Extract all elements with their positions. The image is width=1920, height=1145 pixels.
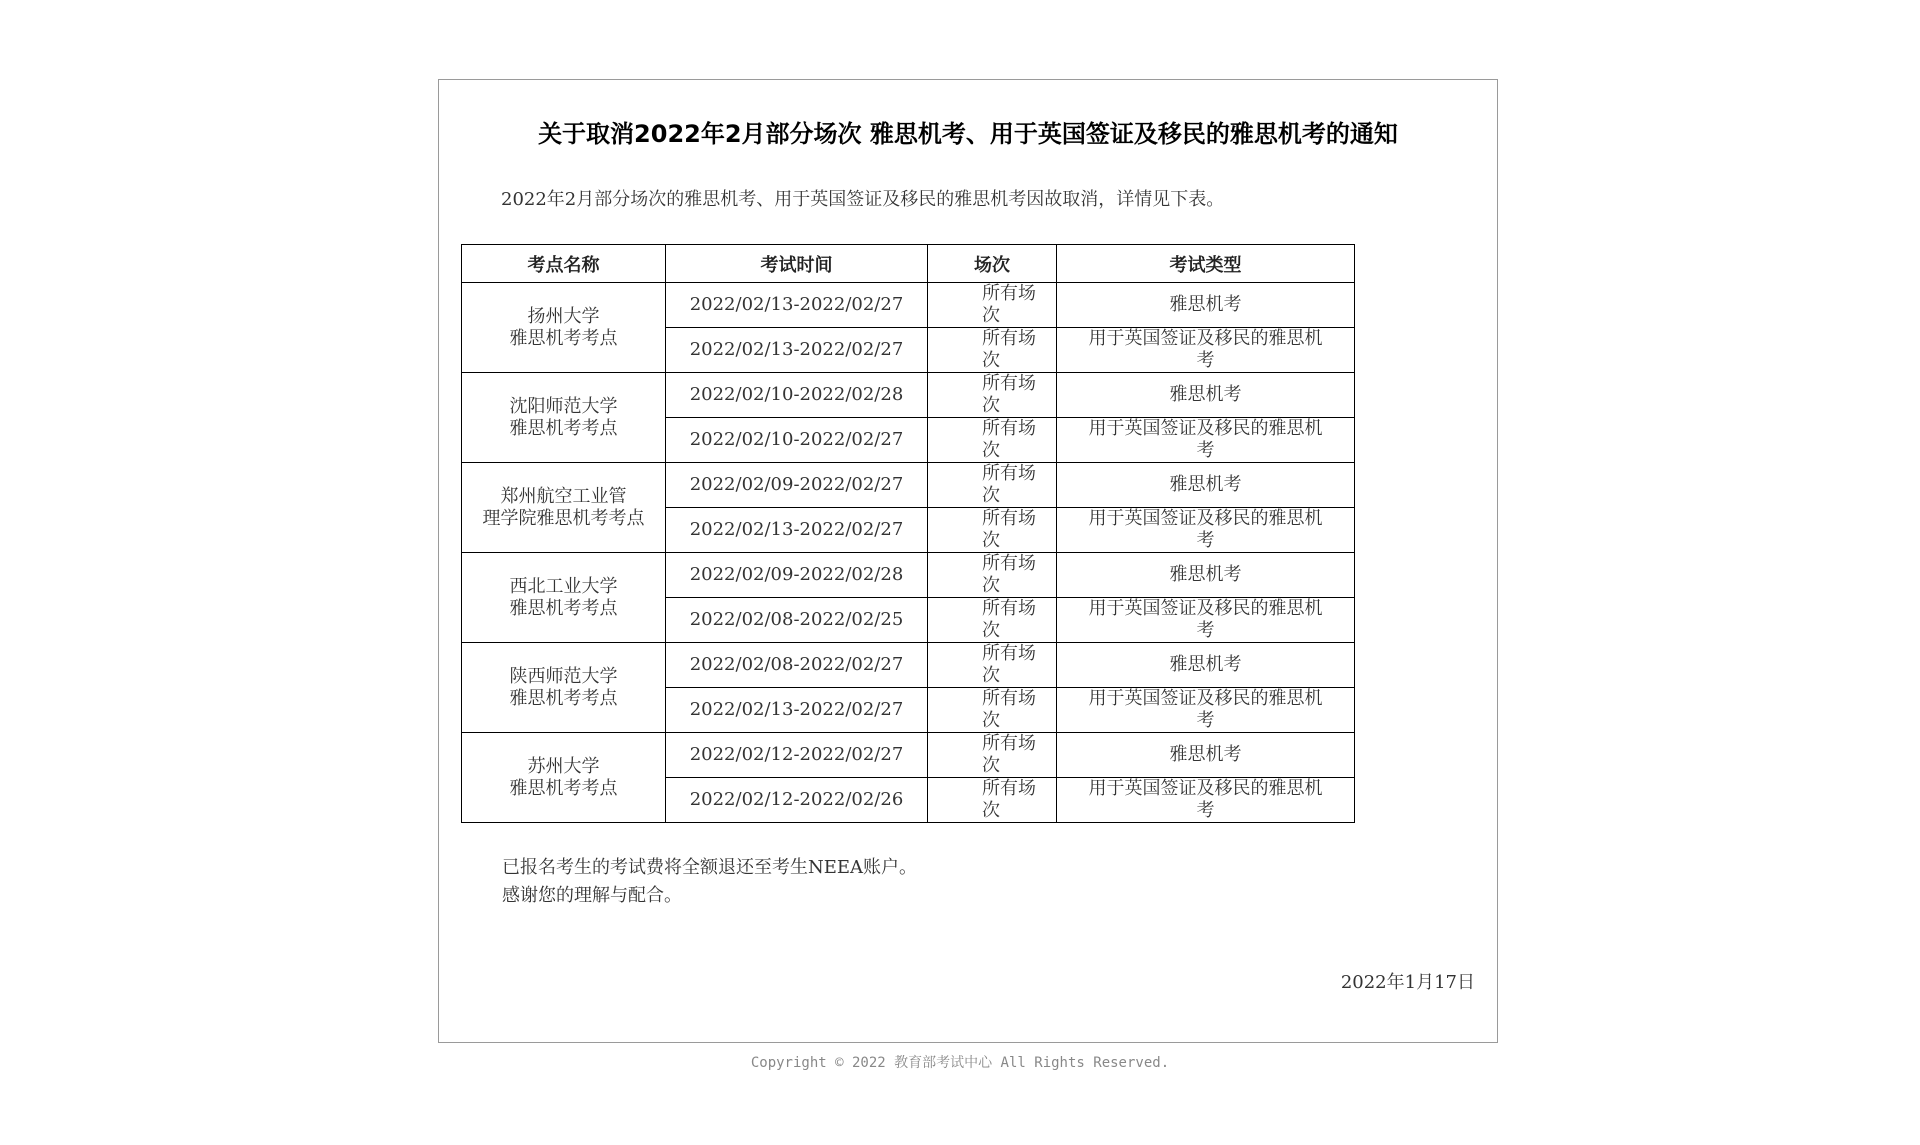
session-text: 所有场次	[982, 463, 1036, 506]
session-cell	[928, 283, 1057, 328]
exam-time-cell: 2022/02/10-2022/02/28	[666, 373, 928, 418]
exam-type-cell	[1057, 373, 1355, 418]
notice-date: 2022年1月17日	[1340, 972, 1475, 993]
session-cell	[928, 508, 1057, 553]
exam-time-cell: 2022/02/08-2022/02/25	[666, 598, 928, 643]
site-name-line: 苏州大学	[527, 755, 600, 777]
site-name-line: 雅思机考考点	[509, 417, 618, 439]
exam-type-cell	[1057, 328, 1355, 373]
session-cell	[928, 643, 1057, 688]
exam-type-text: 雅思机考	[1169, 384, 1242, 405]
site-name-cell	[462, 733, 666, 823]
refund-note: 已报名考生的考试费将全额退还至考生NEEA账户。	[502, 857, 918, 878]
session-text: 所有场次	[982, 508, 1036, 551]
site-name-line: 雅思机考考点	[509, 597, 618, 619]
header-time: 考试时间	[666, 245, 928, 283]
session-cell	[928, 598, 1057, 643]
exam-time-cell: 2022/02/12-2022/02/27	[666, 733, 928, 778]
header-session: 场次	[928, 245, 1057, 283]
exam-type-cell	[1057, 463, 1355, 508]
site-name-cell	[462, 373, 666, 463]
site-name-cell	[462, 553, 666, 643]
site-name-line: 雅思机考考点	[509, 687, 618, 709]
session-text: 所有场次	[982, 598, 1036, 641]
session-cell	[928, 373, 1057, 418]
exam-type-text: 用于英国签证及移民的雅思机考	[1088, 418, 1323, 461]
session-cell	[928, 418, 1057, 463]
exam-type-text: 雅思机考	[1169, 474, 1242, 495]
table-row	[462, 553, 1355, 598]
exam-type-cell	[1057, 733, 1355, 778]
session-cell	[928, 688, 1057, 733]
exam-time-cell: 2022/02/13-2022/02/27	[666, 328, 928, 373]
exam-type-text: 雅思机考	[1169, 654, 1242, 675]
session-text: 所有场次	[982, 553, 1036, 596]
site-name-line: 扬州大学	[527, 305, 600, 327]
exam-type-text: 雅思机考	[1169, 744, 1242, 765]
exam-type-cell	[1057, 553, 1355, 598]
thanks-note: 感谢您的理解与配合。	[502, 885, 682, 906]
exam-type-text: 用于英国签证及移民的雅思机考	[1088, 778, 1323, 821]
exam-type-text: 用于英国签证及移民的雅思机考	[1088, 688, 1323, 731]
site-name-line: 沈阳师范大学	[509, 395, 618, 417]
exam-type-text: 用于英国签证及移民的雅思机考	[1088, 328, 1323, 371]
exam-time-cell: 2022/02/08-2022/02/27	[666, 643, 928, 688]
session-text: 所有场次	[982, 643, 1036, 686]
site-name-cell	[462, 283, 666, 373]
site-name-line: 雅思机考考点	[509, 777, 618, 799]
session-text: 所有场次	[982, 283, 1036, 326]
exam-type-text: 雅思机考	[1169, 564, 1242, 585]
exam-type-cell	[1057, 508, 1355, 553]
exam-type-cell	[1057, 283, 1355, 328]
exam-type-cell	[1057, 643, 1355, 688]
table-row	[462, 643, 1355, 688]
site-name-line: 西北工业大学	[509, 575, 618, 597]
exam-time-cell: 2022/02/13-2022/02/27	[666, 508, 928, 553]
exam-time-cell: 2022/02/13-2022/02/27	[666, 283, 928, 328]
site-name-line: 郑州航空工业管	[500, 485, 627, 507]
footer-notes	[502, 854, 917, 910]
site-name-cell	[462, 463, 666, 553]
session-text: 所有场次	[982, 328, 1036, 371]
site-name-line: 理学院雅思机考考点	[482, 507, 645, 529]
site-name-cell	[462, 643, 666, 733]
exam-type-cell	[1057, 418, 1355, 463]
session-cell	[928, 553, 1057, 598]
exam-type-cell	[1057, 778, 1355, 823]
session-text: 所有场次	[982, 688, 1036, 731]
table-body	[462, 283, 1355, 823]
header-type: 考试类型	[1057, 245, 1355, 283]
session-text: 所有场次	[982, 418, 1036, 461]
exam-time-cell: 2022/02/13-2022/02/27	[666, 688, 928, 733]
session-cell	[928, 778, 1057, 823]
notice-intro: 2022年2月部分场次的雅思机考、用于英国签证及移民的雅思机考因故取消，详情见下表。	[501, 189, 1225, 210]
notice-container	[438, 79, 1498, 1043]
session-cell	[928, 328, 1057, 373]
exam-type-text: 雅思机考	[1169, 294, 1242, 315]
copyright-footer: Copyright © 2022 教育部考试中心 All Rights Reserved.	[750, 1055, 1170, 1071]
exam-time-cell: 2022/02/09-2022/02/28	[666, 553, 928, 598]
table-row	[462, 463, 1355, 508]
site-name-line: 陕西师范大学	[509, 665, 618, 687]
exam-time-cell: 2022/02/12-2022/02/26	[666, 778, 928, 823]
session-text: 所有场次	[982, 733, 1036, 776]
header-site: 考点名称	[462, 245, 666, 283]
site-name-line: 雅思机考考点	[509, 327, 618, 349]
table-row	[462, 373, 1355, 418]
table-header	[462, 245, 1355, 283]
exam-time-cell: 2022/02/09-2022/02/27	[666, 463, 928, 508]
exam-time-cell: 2022/02/10-2022/02/27	[666, 418, 928, 463]
exam-type-text: 用于英国签证及移民的雅思机考	[1088, 508, 1323, 551]
table-row	[462, 283, 1355, 328]
table-header-row	[462, 245, 1355, 283]
session-text: 所有场次	[982, 373, 1036, 416]
exam-type-cell	[1057, 598, 1355, 643]
cancellation-table	[461, 244, 1355, 823]
exam-type-cell	[1057, 688, 1355, 733]
session-cell	[928, 463, 1057, 508]
exam-type-text: 用于英国签证及移民的雅思机考	[1088, 598, 1323, 641]
table-row	[462, 733, 1355, 778]
session-cell	[928, 733, 1057, 778]
session-text: 所有场次	[982, 778, 1036, 821]
notice-title: 关于取消2022年2月部分场次 雅思机考、用于英国签证及移民的雅思机考的通知	[538, 120, 1398, 148]
